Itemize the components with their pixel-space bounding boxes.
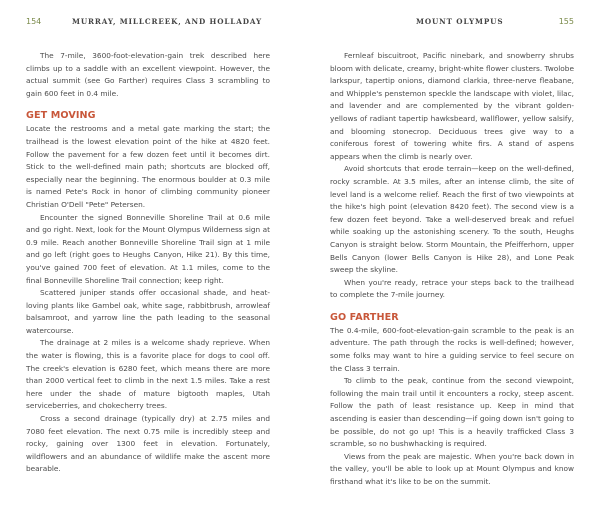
body-text <box>26 50 270 476</box>
running-head: MOUNT OLYMPUS <box>416 17 504 26</box>
paragraph: Fernleaf biscuitroot, Pacific ninebark, and snowberry shrubs bloom with delicate, creamy, bright-white flower clusters. Twolobe larkspur, tapertip onions, diamond clarkia, three-nerve fleabane, and Whipple's penstemon speckle the landscape with violet, lilac, and lavender and are complemented by the vibrant golden-yellows of radiant tapertip hawksbeard, wallflower, yellow salsify, and blooming stonecrop. Deciduous trees give way to a coniferous forest of towering white firs. A stand of aspens appears when the climb is nearly over. <box>330 51 574 161</box>
paragraph: Views from the peak are majestic. When you're back down in the valley, you'll be able to look up at Mount Olympus and know firsthand what it's like to be on the summit. <box>330 451 574 486</box>
paragraph: The drainage at 2 miles is a welcome shady reprieve. When the water is flowing, this is a favorite place for dogs to cool off. The creek's elevation is 6280 feet, which means there are more than 2000 vertical feet to climb in the next 1.5 miles. Take a rest here under the shade of mature bigtooth maples, Utah serviceberries, and chokecherry trees. <box>26 338 270 411</box>
section-heading-go-farther: GO FARTHER <box>330 311 399 323</box>
paragraph: To climb to the peak, continue from the second viewpoint, following the main trail until it encounters a rocky, steep ascent. Follow the path of least resistance up. Keep in mind that ascending is easier than descending—if going down isn't going to be possible, do not go up! This is a heavily trafficked Class 3 scramble, so no bushwhacking is required. <box>330 376 574 449</box>
paragraph: Scattered juniper stands offer occasional shade, and heat-loving plants like Gambel oak, white sage, rabbitbrush, arrowleaf balsamroot, and yarrow line the path leading to the seasonal watercourse. <box>26 288 270 335</box>
paragraph: Cross a second drainage (typically dry) at 2.75 miles and 7080 feet elevation. The next 0.75 mile is incredibly steep and rocky, gaining over 1300 feet in elevation. Fortunately, wildflowers and an abundance of wildlife make the ascent more bearable. <box>26 414 270 474</box>
running-head: MURRAY, MILLCREEK, AND HOLLADAY <box>72 17 263 26</box>
paragraph: When you're ready, retrace your steps back to the trailhead to complete the 7-mile journey. <box>330 277 574 300</box>
section-heading-get-moving: GET MOVING <box>26 110 96 122</box>
right-page <box>300 0 600 525</box>
paragraph: Encounter the signed Bonneville Shoreline Trail at 0.6 mile and go right. Next, look for the Mount Olympus Wilderness sign at 0.9 mile. Reach another Bonneville Shoreline Trail sign at 1 mile and go left (right goes to Heughs Canyon, Hike 21). By this time, you've gained 700 feet of elevation. At 1.1 miles, come to the final Bonneville Shoreline Trail connection; keep right. <box>26 212 270 285</box>
intro-paragraph: The 7-mile, 3600-foot-elevation-gain trek described here climbs up to a saddle with an excellent viewpoint. However, the actual summit (see Go Farther) requires Class 3 scrambling to gain 600 feet in 0.4 mile. <box>26 51 270 98</box>
page-number: 154 <box>26 17 42 26</box>
paragraph: Locate the restrooms and a metal gate marking the start; the trailhead is the lowest elevation point of the hike at 4820 feet. Follow the pavement for a few dozen feet until it becomes dirt. Stick to the well-defined main path; shortcuts are blocked off, especially near the beginning. The enormous boulder at 0.3 mile is named Pete's Rock in honor of climbing community pioneer Christian O'Dell "Pete" Petersen. <box>26 124 270 209</box>
page-number: 155 <box>558 17 574 26</box>
paragraph: Avoid shortcuts that erode terrain—keep on the well-defined, rocky scramble. At 3.5 miles, after an intense climb, the site of level land is a welcome relief. Reach the first of two viewpoints at the hike's high point (elevation 8420 feet). The second view is a few dozen feet beyond. Take a well-deserved break and refuel while soaking up the astonishing scenery. To the south, Heughs Canyon is straight below. Storm Mountain, the Pfeifferhorn, upper Bells Canyon (lower Bells Canyon is Hike 28), and Lone Peak sweep the skyline. <box>330 164 574 275</box>
paragraph: The 0.4-mile, 600-foot-elevation-gain scramble to the peak is an adventure. The path through the rocks is well-defined; however, some folks may want to hire a guiding service to feel secure on the Class 3 terrain. <box>330 325 574 373</box>
body-text <box>330 50 574 489</box>
